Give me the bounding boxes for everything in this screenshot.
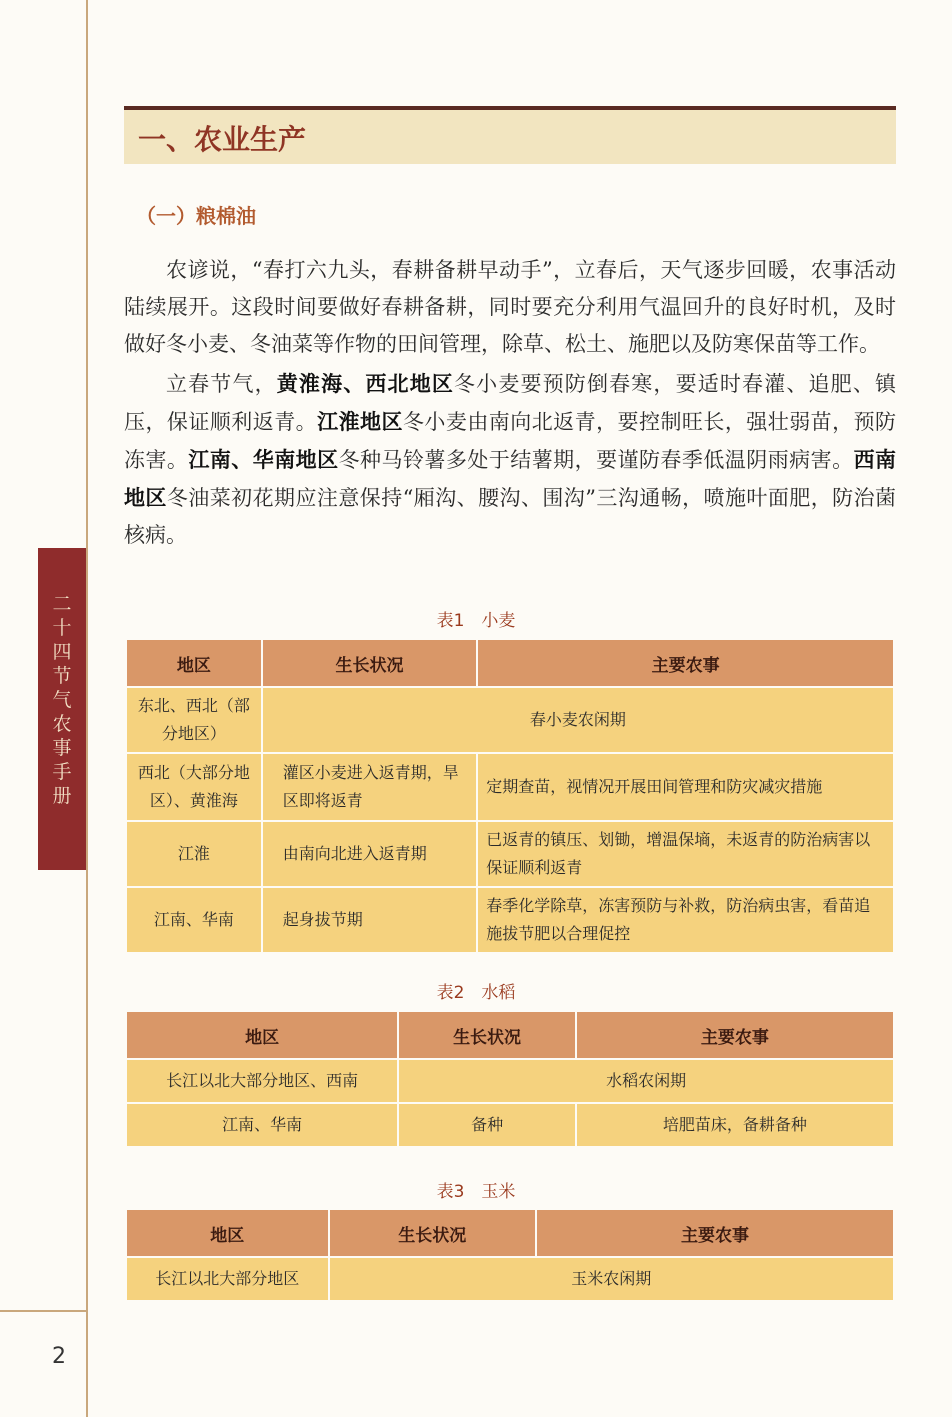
table-row bbox=[126, 1059, 894, 1103]
page-number: 2 bbox=[52, 1344, 66, 1369]
text-run: 冬种马铃薯多处于结薯期，要谨防春季低温阴雨病害。 bbox=[338, 448, 854, 472]
region-cell: 江南、华南 bbox=[126, 887, 262, 953]
column-header: 主要农事 bbox=[536, 1209, 894, 1257]
region-highlight: 江淮地区 bbox=[317, 409, 403, 434]
text-run: 冬小麦由南向北返青，要控制旺长，强壮弱苗，预防冻害。 bbox=[124, 410, 897, 472]
text-run: 农谚说，“春打六九头，春耕备耕早动手”，立春后，天气逐步回暖，农事活动陆续展开。这段时间要做好春耕备耕，同时要充分利用气温回升的良好时机，及时做好冬小麦、冬油菜等作物的田间管理，除草、松土、施肥以及防寒保苗等工作。 bbox=[124, 258, 896, 356]
region-highlight: 黄淮海、西北地区 bbox=[276, 371, 455, 396]
tasks-cell: 已返青的镇压、划锄，增温保墒，未返青的防治病害以保证顺利返青 bbox=[477, 821, 894, 887]
region-cell: 西北（大部分地区）、黄淮海 bbox=[126, 753, 262, 821]
side-tab-char: 二 bbox=[52, 593, 72, 615]
table-row bbox=[126, 1257, 894, 1301]
status-cell: 备种 bbox=[398, 1103, 576, 1147]
side-tab bbox=[38, 548, 86, 870]
table-row bbox=[126, 753, 894, 821]
column-header: 主要农事 bbox=[477, 639, 894, 687]
side-tab-char: 手 bbox=[52, 761, 72, 783]
body-text bbox=[124, 252, 896, 556]
table-wheat bbox=[125, 638, 895, 954]
region-cell: 长江以北大部分地区、西南 bbox=[126, 1059, 398, 1103]
column-header: 地区 bbox=[126, 1011, 398, 1059]
section-title: 一、农业生产 bbox=[138, 123, 307, 156]
table-3-caption: 表3 玉米 bbox=[436, 1182, 516, 1202]
column-header: 生长状况 bbox=[398, 1011, 576, 1059]
side-tab-char: 农 bbox=[52, 713, 72, 735]
tasks-cell: 春小麦农闲期 bbox=[262, 687, 894, 753]
side-tab-char: 节 bbox=[52, 665, 72, 687]
region-cell: 东北、西北（部分地区） bbox=[126, 687, 262, 753]
region-cell: 长江以北大部分地区 bbox=[126, 1257, 329, 1301]
text-run: 立春节气， bbox=[166, 372, 277, 396]
table-row bbox=[126, 821, 894, 887]
column-header: 生长状况 bbox=[329, 1209, 536, 1257]
region-cell: 江南、华南 bbox=[126, 1103, 398, 1147]
subsection-title: （一）粮棉油 bbox=[136, 204, 256, 228]
status-cell: 灌区小麦进入返青期，旱区即将返青 bbox=[262, 753, 477, 821]
tasks-cell: 玉米农闲期 bbox=[329, 1257, 894, 1301]
tasks-cell: 定期查苗，视情况开展田间管理和防灾减灾措施 bbox=[477, 753, 894, 821]
section-header bbox=[124, 106, 896, 164]
table-row bbox=[126, 887, 894, 953]
side-tab-char: 册 bbox=[52, 785, 72, 807]
column-header: 地区 bbox=[126, 1209, 329, 1257]
text-run: 冬油菜初花期应注意保持“厢沟、腰沟、围沟”三沟通畅，喷施叶面肥，防治菌核病。 bbox=[124, 486, 897, 547]
paragraph-2 bbox=[124, 365, 896, 554]
table-corn bbox=[125, 1208, 895, 1302]
region-highlight: 西南地区 bbox=[124, 447, 897, 510]
region-cell: 江淮 bbox=[126, 821, 262, 887]
table-rice bbox=[125, 1010, 895, 1148]
column-header: 主要农事 bbox=[576, 1011, 894, 1059]
tasks-cell: 水稻农闲期 bbox=[398, 1059, 894, 1103]
paragraph-1 bbox=[124, 252, 896, 363]
region-highlight: 江南、华南地区 bbox=[188, 447, 339, 472]
side-tab-char: 十 bbox=[52, 617, 72, 639]
side-tab-char: 事 bbox=[52, 737, 72, 759]
table-header-row bbox=[126, 1011, 894, 1059]
table-row bbox=[126, 1103, 894, 1147]
table-1-caption: 表1 小麦 bbox=[436, 611, 516, 631]
table-header-row bbox=[126, 639, 894, 687]
table-header-row bbox=[126, 1209, 894, 1257]
tasks-cell: 培肥苗床，备耕备种 bbox=[576, 1103, 894, 1147]
table-row bbox=[126, 687, 894, 753]
margin-line bbox=[86, 0, 88, 1417]
side-tab-char: 气 bbox=[52, 689, 72, 711]
status-cell: 起身拔节期 bbox=[262, 887, 477, 953]
status-cell: 由南向北进入返青期 bbox=[262, 821, 477, 887]
column-header: 地区 bbox=[126, 639, 262, 687]
column-header: 生长状况 bbox=[262, 639, 477, 687]
margin-divider bbox=[0, 1310, 88, 1312]
tasks-cell: 春季化学除草，冻害预防与补救，防治病虫害，看苗追施拔节肥以合理促控 bbox=[477, 887, 894, 953]
side-tab-char: 四 bbox=[52, 641, 72, 663]
table-2-caption: 表2 水稻 bbox=[436, 983, 516, 1003]
text-run: 冬小麦要预防倒春寒，要适时春灌、追肥、镇压，保证顺利返青。 bbox=[124, 372, 896, 434]
